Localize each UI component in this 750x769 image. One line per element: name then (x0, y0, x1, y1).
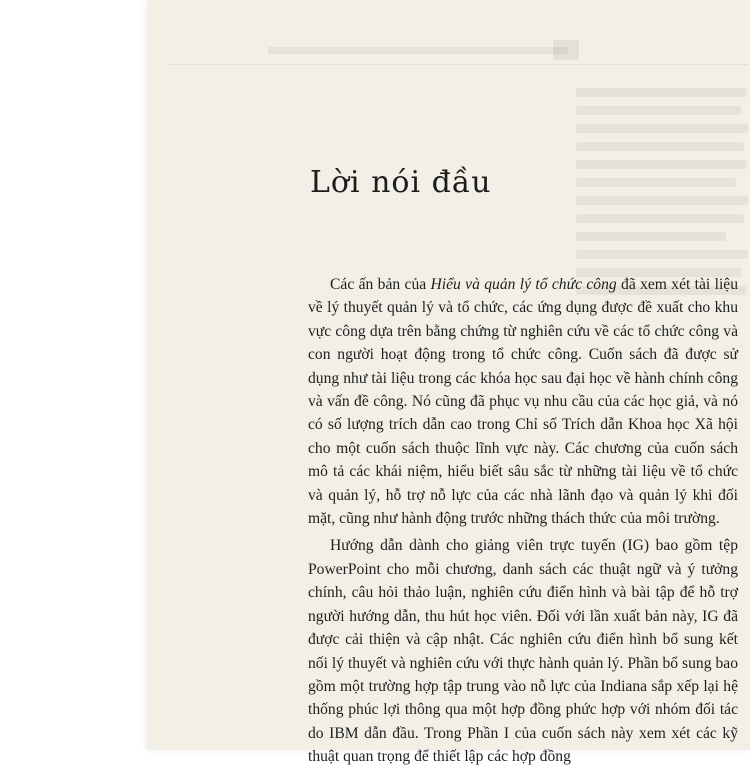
paragraph-2: Hướng dẫn dành cho giảng viên trực tuyến (IG) bao gồm tệp PowerPoint cho mỗi chương, danh sách các thuật ngữ và ý tưởng chính, câu hỏi thảo luận, nghiên cứu điển hình và bài tập để hỗ trợ người hướng dẫn, thu hút học viên. Đối với lần xuất bản này, IG đã được cải thiện và cập nhật. Các nghiên cứu điển hình bổ sung kết nối lý thuyết và nghiên cứu với thực hành quản lý. Phần bổ sung bao gồm một trường hợp tập trung vào nỗ lực của Indiana sắp xếp lại hệ thống phúc lợi thông qua một hợp đồng phức hợp với nhóm đối tác do IBM dẫn đầu. Trong Phần I của cuốn sách này xem xét các kỹ thuật quan trọng để thiết lập các hợp đồng (308, 537, 738, 766)
reverse-text-line-shadow (576, 214, 744, 223)
reverse-text-line-shadow (576, 88, 746, 97)
reverse-text-line-shadow (576, 124, 748, 133)
reverse-text-line-shadow (576, 250, 748, 259)
paragraph-1-rest: đã xem xét tài liệu về lý thuyết quản lý và tổ chức, các ứng dụng được đề xuất cho khu vực công dựa trên bằng chứng từ nghiên cứu về các tổ chức công và con người hoạt động trong tổ chức công. Cuốn sách đã được sử dụng như tài liệu trong các khóa học sau đại học về hành chính công và vấn đề công. Nó cũng đã phục vụ nhu cầu của các học giả, và nó có số lượng trích dẫn cao trong Chỉ số Trích dẫn Khoa học Xã hội cho một cuốn sách thuộc lĩnh vực này. Các chương của cuốn sách mô tả các khái niệm, hiểu biết sâu sắc từ những tài liệu về tổ chức và quản lý, hỗ trợ nỗ lực của các nhà lãnh đạo và quản lý khi đối mặt, cũng như hành động trước những thách thức của môi trường. (308, 276, 738, 528)
reverse-text-line-shadow (576, 232, 726, 241)
book-title-italic: Hiểu và quản lý tổ chức công (430, 276, 617, 293)
book-page (148, 0, 750, 766)
reverse-text-line-shadow (576, 106, 741, 115)
reverse-running-header-shadow (268, 47, 568, 54)
reverse-header-rule-shadow (168, 64, 748, 65)
reverse-page-number-shadow (553, 40, 579, 60)
reverse-text-line-shadow (576, 160, 746, 169)
paragraph-1 (308, 273, 738, 530)
reverse-text-line-shadow (576, 196, 748, 205)
paragraph-1-lead: Các ấn bản của (330, 276, 431, 293)
chapter-title: Lời nói đầu (310, 165, 492, 200)
body-text (308, 273, 738, 769)
reverse-text-line-shadow (576, 178, 736, 187)
reverse-text-line-shadow (576, 142, 744, 151)
